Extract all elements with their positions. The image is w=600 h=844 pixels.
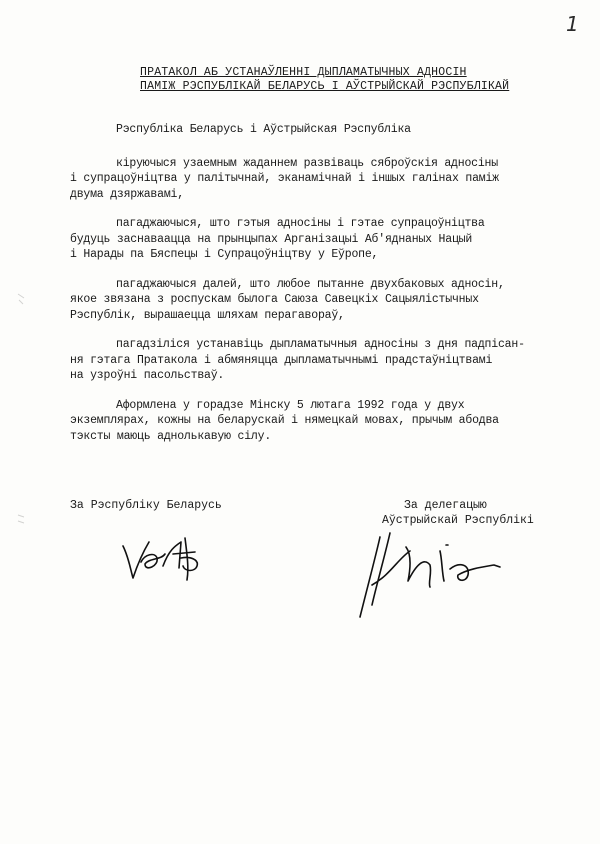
paragraph-4-line-3: на узроўні пасольстваў. [70, 369, 225, 382]
paragraph-2-line-1: пагаджаючыся, што гэтыя адносіны і гэтае супрацоўніцтва [116, 217, 485, 230]
signature-belarus-handwritten [115, 528, 215, 588]
paragraph-4-line-2: ня гэтага Пратакола і абмяняцца дыпламатычнымі прадстаўніцтвамі [70, 353, 493, 367]
title-line-2: ПАМІЖ РЭСПУБЛІКАЙ БЕЛАРУСЬ І АЎСТРЫЙСКАЙ РЭСПУБЛІКАЙ [140, 80, 510, 93]
margin-smudge-mark [16, 512, 26, 526]
paragraph-2-line-3: і Нарады па Бяспецы і Супрацоўніцтву у Еўропе, [70, 248, 379, 261]
document-body [70, 122, 580, 458]
page-number: 1 [566, 12, 579, 36]
paragraph-5-line-3: тэксты маюць аднолькавую сілу. [70, 429, 272, 443]
paragraph-4-line-1: пагадзіліся устанавіць дыпламатычныя адносіны з дня падпісан- [116, 338, 525, 351]
paragraph-1-line-3: двума дзяржавамі, [70, 187, 184, 201]
paragraph-2-line-2: будуць заснаваацца на прынцыпах Арганізацыі Аб'яднаных Нацый [70, 232, 473, 246]
signature-austria-handwritten [350, 525, 510, 625]
signatory-belarus: За Рэспубліку Беларусь [70, 499, 222, 512]
paragraph-1-line-2: і супрацоўніцтва у палітычнай, эканамічнай і іншых галінах паміж [70, 172, 499, 185]
paragraph-1-line-1: кіруючыся узаемным жаданнем развіваць сяброўскія адносіны [116, 156, 498, 170]
title-line-1: ПРАТАКОЛ АБ УСТАНАЎЛЕННІ ДЫПЛАМАТЫЧНЫХ АДНОСІН [140, 66, 467, 79]
signatory-austria-line-1: За делегацыю [404, 499, 487, 512]
paragraph-3 [70, 277, 580, 324]
margin-smudge-mark [16, 292, 26, 306]
paragraph-2 [70, 216, 580, 263]
addressee: Рэспубліка Беларусь і Аўстрыйская Рэспубліка [116, 123, 411, 136]
paragraph-3-line-2: якое звязана з роспускам былога Саюза Савецкіх Сацыялістычных [70, 293, 479, 306]
paragraph-5-line-1: Аформлена у горадзе Мінску 5 лютага 1992 года у двух [116, 398, 465, 412]
paragraph-5 [70, 398, 580, 445]
paragraph-3-line-3: Рэспублік, вырашаецца шляхам перагавораў, [70, 308, 345, 322]
signatory-austria-line-2: Аўстрыйскай Рэспублікі [382, 514, 534, 527]
document-title [140, 66, 560, 94]
paragraph-1 [70, 156, 580, 203]
paragraph-3-line-1: пагаджаючыся далей, што любое пытанне двухбаковых адносін, [116, 277, 505, 291]
signatory-austria [382, 498, 534, 528]
paragraph-5-line-2: экземплярах, кожны на беларускай і нямецкай мовах, прычым абодва [70, 414, 499, 427]
paragraph-4 [70, 337, 580, 384]
